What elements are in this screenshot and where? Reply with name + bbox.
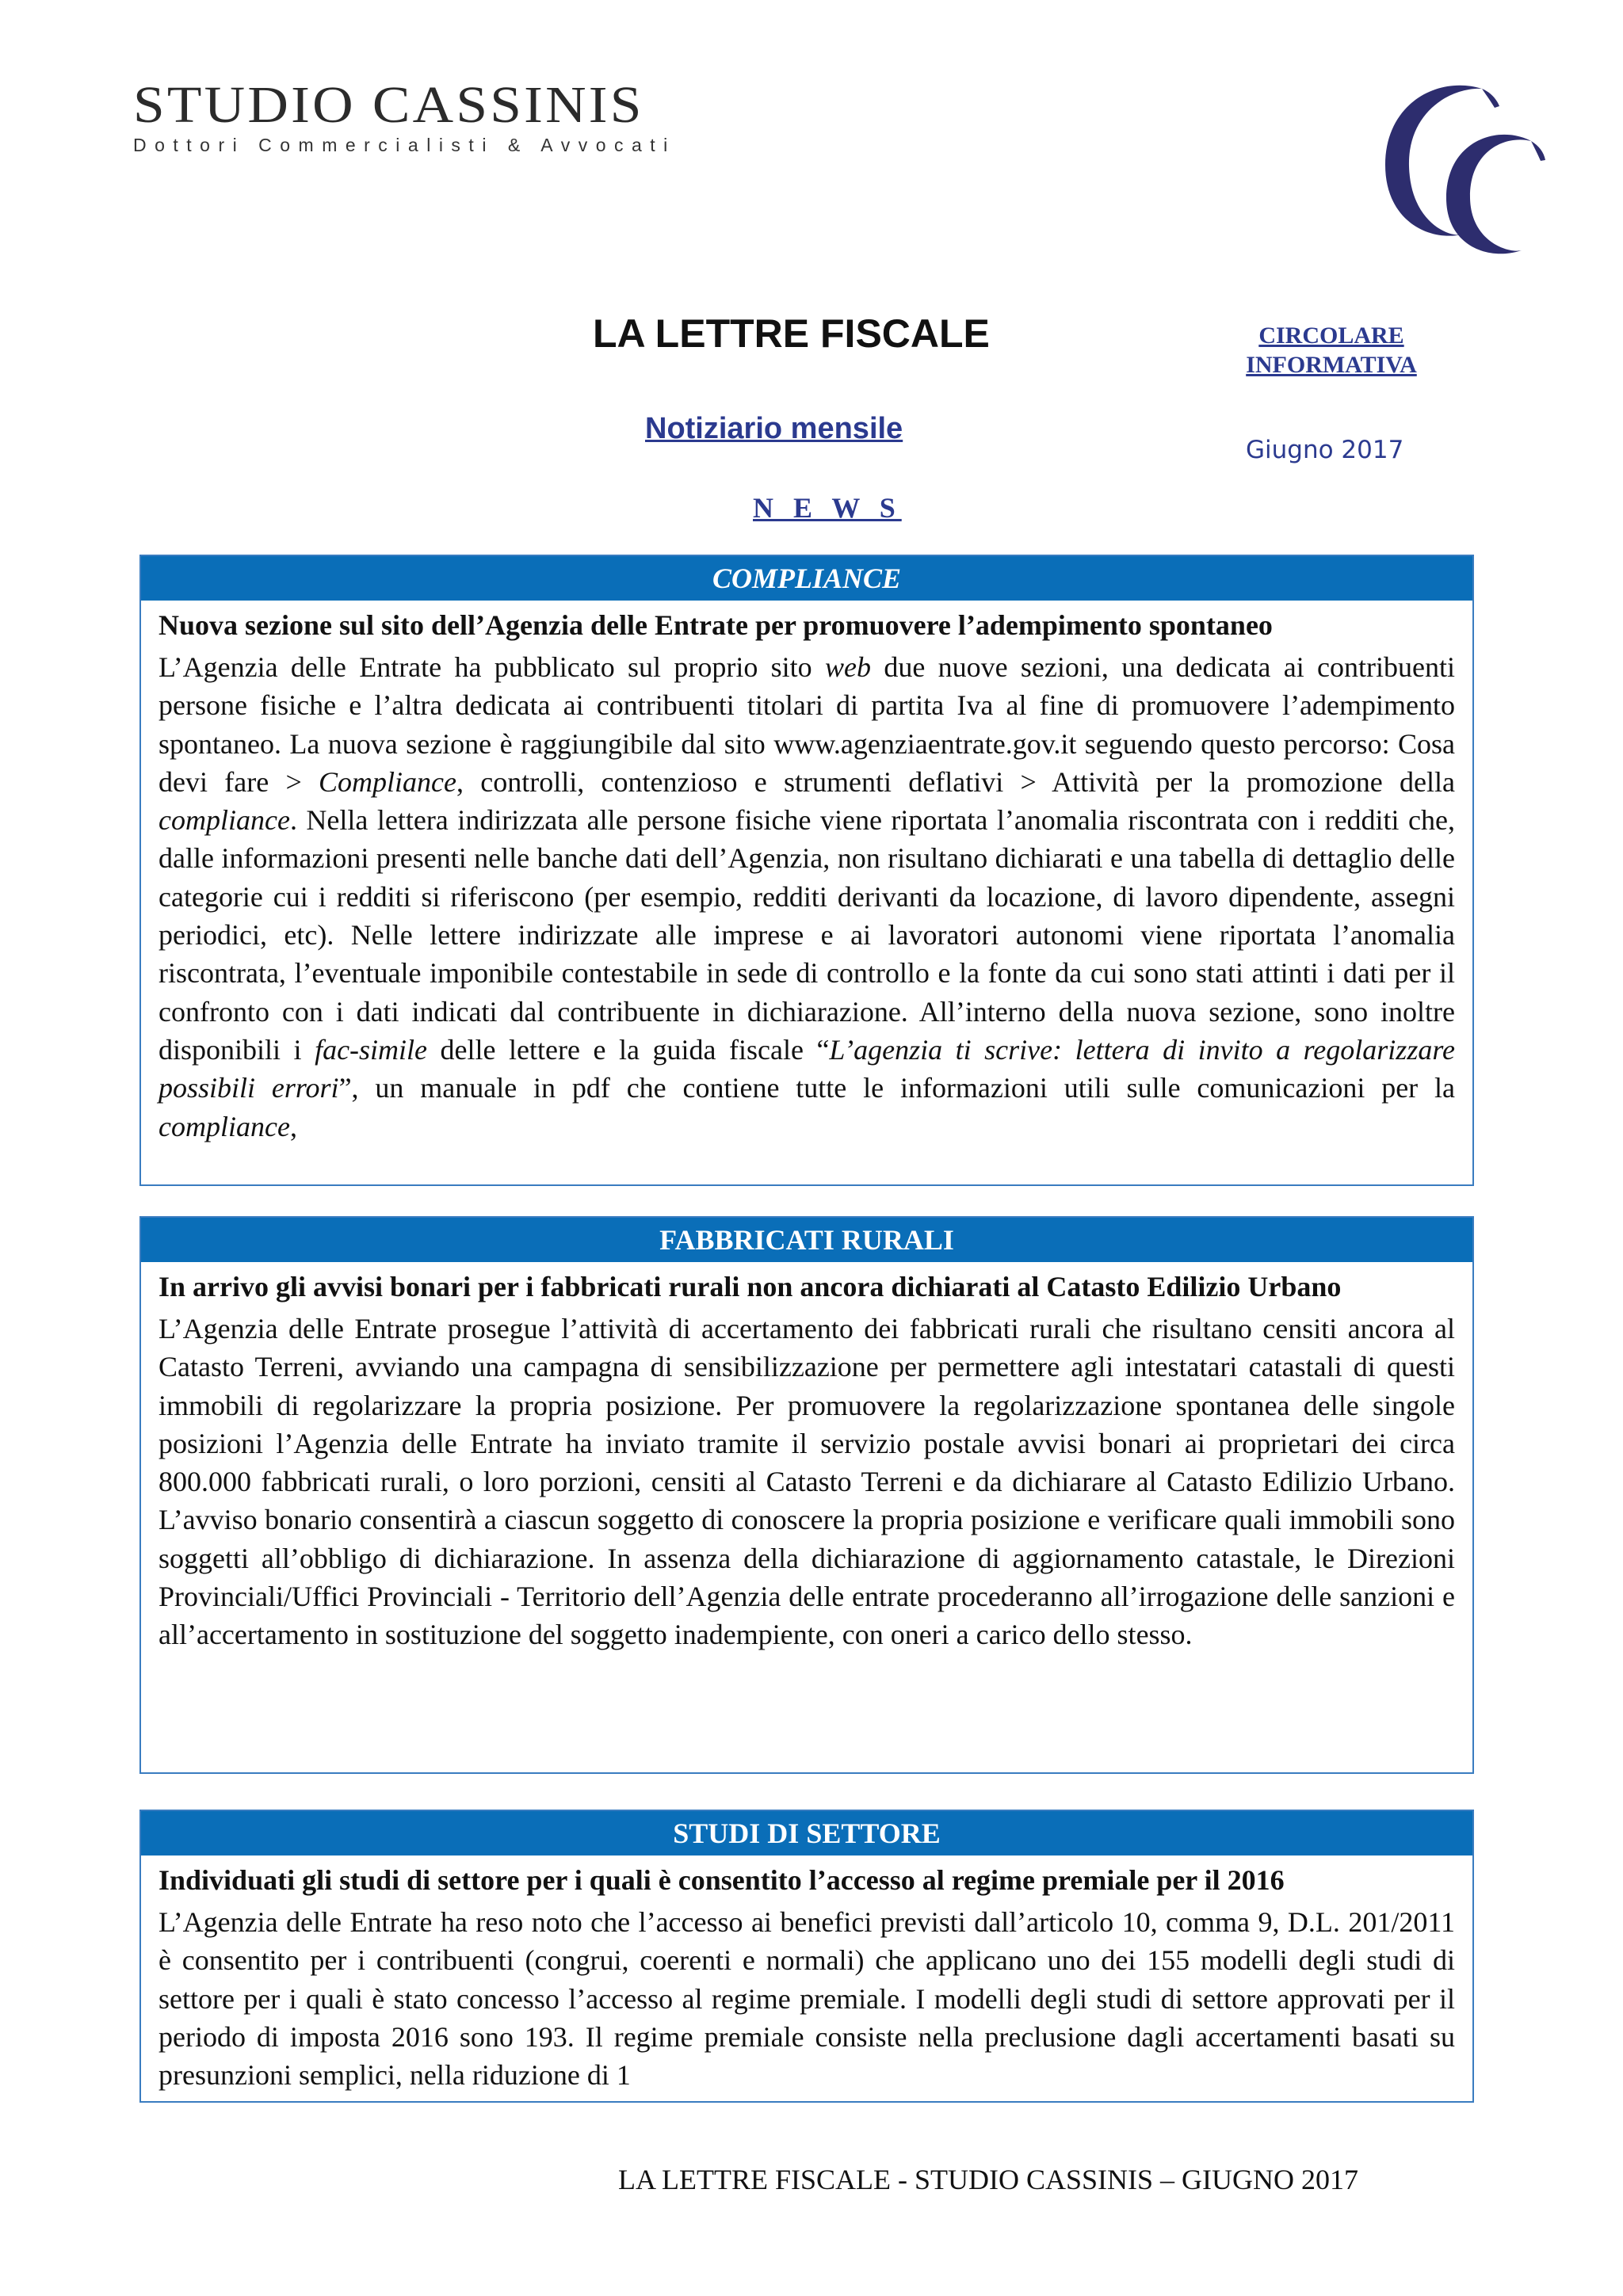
newsletter-subtitle-link[interactable]: Notiziario mensile: [645, 412, 903, 445]
section-paragraph: [158, 1903, 1455, 2094]
italic-text-run: web: [825, 651, 871, 683]
section-paragraph: [158, 648, 1455, 1146]
text-run: ,: [289, 1110, 297, 1142]
circolare-line-2: INFORMATIVA: [1246, 352, 1417, 378]
italic-text-run: fac-simile: [315, 1033, 428, 1066]
section-body: [141, 601, 1472, 1146]
text-run: L’Agenzia delle Entrate ha reso noto che l’accesso ai benefici previsti dall’articolo 10, comma 9, D.L. 201/2011 è consentito per i contribuenti (congrui, coerenti e normali) che applicano uno dei 155 modelli degli studi di settore per i quali è stato concesso l’accesso al regime premiale. I modelli degli studi di settore approvati per il periodo di imposta 2016 sono 193. Il regime premiale consiste nella preclusione dagli accertamenti basati su presunzioni semplici, nella riduzione di 1: [158, 1906, 1455, 2092]
text-run: , controlli, contenzioso e strumenti deflativi > Attività per la promozione della: [456, 765, 1455, 798]
text-run: delle lettere e la guida fiscale “: [427, 1033, 830, 1066]
section-header: FABBRICATI RURALI: [141, 1218, 1472, 1262]
italic-text-run: compliance: [158, 804, 290, 837]
section-header: COMPLIANCE: [141, 556, 1472, 601]
cc-monogram-icon: [1363, 71, 1553, 261]
text-run: ”, un manuale in pdf che contiene tutte le informazioni utili sulle comunicazioni per la: [338, 1072, 1455, 1104]
section-compliance: [139, 555, 1474, 1186]
circolare-informativa-link[interactable]: [1212, 321, 1450, 379]
newsletter-title: LA LETTRE FISCALE: [593, 311, 990, 356]
news-heading-link[interactable]: N E W S: [753, 492, 902, 524]
italic-text-run: L’agenzia ti scrive: lettera di invito a regolarizzare possibili errori: [158, 1033, 1455, 1104]
studio-tagline: Dottori Commercialisti & Avvocati: [133, 135, 676, 155]
section-fabbricati-rurali: [139, 1216, 1474, 1774]
text-run: L’Agenzia delle Entrate ha pubblicato sul proprio sito: [158, 651, 825, 683]
section-header: STUDI DI SETTORE: [141, 1811, 1472, 1855]
page-footer: LA LETTRE FISCALE - STUDIO CASSINIS – GIUGNO 2017: [618, 2164, 1358, 2195]
section-headline: Individuati gli studi di settore per i quali è consentito l’accesso al regime premiale per il 2016: [158, 1864, 1285, 1896]
studio-logo: [133, 76, 676, 156]
text-run: . Nella lettera indirizzata alle persone fisiche viene riportata l’anomalia riscontrata con i redditi che, dalle informazioni presenti nelle banche dati dell’Agenzia, non risultano dichiarati e una tabella di dettaglio delle categorie cui i redditi si riferiscono (per esempio, redditi derivanti da locazione, di lavoro dipendente, assegni periodici, etc). Nelle lettere indirizzate alle imprese e ai lavoratori autonomi viene riportata l’anomalia riscontrata, l’eventuale imponibile contestabile in sede di controllo e la fonte da cui sono stati attinti i dati per il confronto con i dati indicati dal contribuente in dichiarazione. All’interno della nuova sezione, sono inoltre disponibili i: [158, 804, 1455, 1066]
text-run: due nuove sezioni, una dedicata ai contribuenti persone fisiche e l’altra dedicata ai contribuenti titolari di partita Iva al fine di promuovere l’adempimento spontaneo. La nuova sezione è raggiungibile dal sito www.agenziaentrate.gov.it seguendo questo percorso: Cosa devi fare >: [158, 651, 1455, 798]
section-headline: In arrivo gli avvisi bonari per i fabbricati rurali non ancora dichiarati al Catasto Edilizio Urbano: [158, 1271, 1342, 1302]
italic-text-run: compliance: [158, 1110, 290, 1142]
section-headline: Nuova sezione sul sito dell’Agenzia delle Entrate per promuovere l’adempimento spontaneo: [158, 609, 1273, 641]
studio-name: STUDIO CASSINIS: [133, 76, 644, 134]
italic-text-run: Compliance: [319, 765, 457, 798]
circolare-line-1: CIRCOLARE: [1258, 322, 1404, 349]
section-body: [141, 1855, 1472, 2094]
section-studi-di-settore: [139, 1810, 1474, 2103]
section-body: [141, 1262, 1472, 1654]
text-run: L’Agenzia delle Entrate prosegue l’attività di accertamento dei fabbricati rurali che risultano censiti ancora al Catasto Terreni, avviando una campagna di sensibilizzazione per permettere agli intestatari catastali di questi immobili di regolarizzare la propria posizione. Per promuovere la regolarizzazione spontanea delle singole posizioni l’Agenzia delle Entrate ha inviato tramite il servizio postale avvisi bonari ai proprietari dei circa 800.000 fabbricati rurali, o loro porzioni, censiti al Catasto Terreni e da dichiarare al Catasto Edilizio Urbano. L’avviso bonario consentirà a ciascun soggetto di conoscere la propria posizione e verificare quali immobili sono soggetti all’obbligo di dichiarazione. In assenza della dichiarazione di aggiornamento catastale, le Direzioni Provinciali/Uffici Provinciali - Territorio dell’Agenzia delle entrate procederanno all’irrogazione delle sanzioni e all’accertamento in sostituzione del soggetto inadempiente, con oneri a carico dello stesso.: [158, 1313, 1455, 1651]
section-paragraph: [158, 1310, 1455, 1654]
issue-date: Giugno 2017: [1246, 436, 1404, 464]
